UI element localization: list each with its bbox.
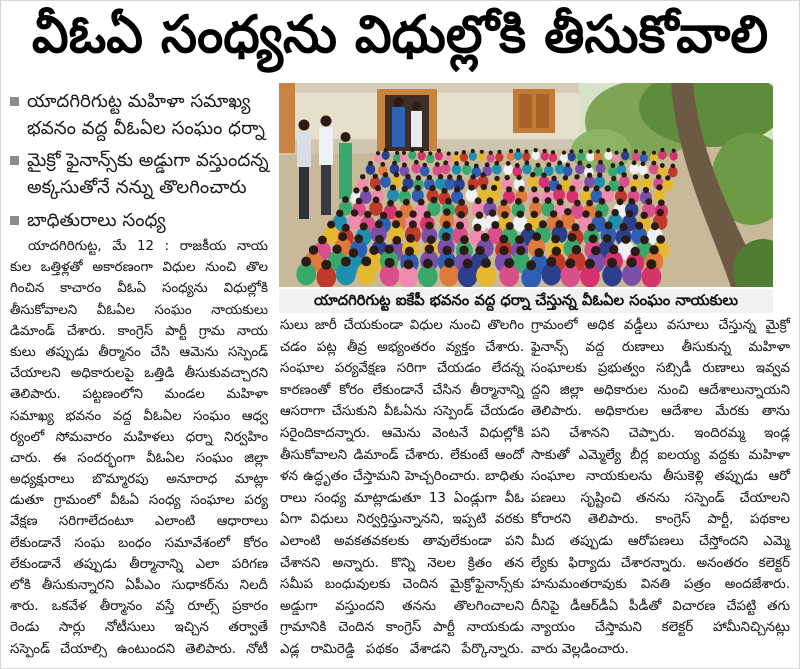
window — [513, 89, 555, 133]
body-text-line: సంఘాలకు ప్రభుత్వం సబ్సిడీ రుణాలు ఇవ్వవ — [531, 361, 790, 377]
highlights-list — [8, 0, 272, 240]
body-text-line: సరైందికాదన్నారు. ఆమెను వెంటనే విధుల్లోకి — [280, 425, 524, 441]
bullet-square-icon — [10, 216, 19, 225]
body-text-line: యాదగిరిగుట్ట, మే 12 : రాజకీయ నాయ — [28, 239, 268, 254]
body-text-line: తెలిపారు. పట్టణంలోని మండల మహిళా — [10, 387, 268, 403]
body-text-line: అడ్డుగా వస్తుందని తనను తొలగించాలని — [280, 598, 524, 614]
body-text-line: గించిన కాచారం వీఓఏ సంధ్యను విధుల్లోకి — [10, 281, 268, 297]
body-text-line: సమాఖ్య భవనం వద్ద వీఓఏల సంఘం ఆధ్వ — [10, 408, 268, 424]
highlight-line: మైక్రో ఫైనాన్స్‌కు అడ్డుగా వస్తుందన్న — [27, 150, 269, 171]
body-text-line: సస్పెండ్ చేయాల్సి ఉంటుందని తెలిపారు. నోటీ — [10, 641, 268, 657]
highlight-text — [27, 207, 272, 234]
body-text-line: దీనిపై డీఆర్‌డీఏ పీడీతో విచారణ చేపట్టి తగు — [531, 598, 790, 614]
pillar — [279, 83, 295, 153]
caption-text: యాదగిరిగుట్ట ఐకేపీ భవనం వద్ద ధర్నా చేస్తున్న వీఓఏల సంఘం నాయకులు — [313, 292, 739, 309]
body-text-line: కోరారని తెలిపారు. కాంగ్రెస్ పార్టీ, పథకాల — [531, 512, 790, 528]
body-column-3 — [531, 315, 790, 661]
body-text-line: కుల ఒత్తిళ్లతో అకారణంగా విధుల నుంచి తొల — [10, 260, 268, 276]
body-text-line: గ్రామానికి చెందిన కాంగ్రెస్ పార్టీ నాయకుడు — [280, 620, 524, 636]
body-text-line: చేశానని అన్నారు. కొన్ని నెలల క్రితం తన — [280, 555, 524, 571]
headline-text: వీఓఏ సంధ్యను విధుల్లోకి తీసుకోవాలి — [31, 5, 769, 65]
body-text-line: సులు జారీ చేయకుండా విధుల నుంచి తొలగిం — [280, 318, 524, 333]
body-text-line: డిమాండ్ చేశారు. కాంగ్రెస్ పార్టీ గ్రామ నాయ — [10, 323, 268, 339]
body-text-line: తెలిపారు. అధికారుల ఆదేశాల మేరకు తాను — [531, 404, 790, 420]
body-text-line: ఎడ్ల రామిరెడ్డి పథకం వేశాడని పేర్కొన్నారు. — [280, 641, 524, 657]
body-text-line: పణలు సృష్టించి తనను సస్పెండ్ చేయాలని — [531, 490, 790, 506]
body-text-line: పని చేశానని చెప్పారు. ఇందిరమ్మ ఇండ్ల — [531, 425, 790, 441]
body-text-line: ళన ఉద్ధృతం చేస్తామని హెచ్చరించారు. బాధితు — [280, 469, 524, 485]
photo-illustration — [279, 83, 773, 287]
highlight-line: బాధితురాలు సంధ్య — [27, 210, 166, 231]
body-text-line: సమీప బంధువులకు చెందిన మైక్రోఫైనాన్స్‌కు — [280, 577, 524, 593]
body-text-line: ఆసరాగా చేసుకుని వీఓఏను సస్పెండ్ చేయడం — [280, 404, 524, 420]
photo-caption — [289, 289, 763, 313]
body-column-2 — [280, 315, 524, 661]
highlight-line: అక్కసుతోనే నన్ను తొలగించారు — [27, 177, 247, 198]
body-text-line: రాలు సంధ్య మాట్లాడుతూ 13 ఏండ్లుగా వీఓ — [280, 490, 524, 506]
body-text-line: సాకుతో ఎమ్మెల్యే బీర్ల ఐలయ్య వద్దకు మహిళా — [531, 447, 790, 463]
highlight-text — [27, 147, 272, 201]
dharna-photo — [279, 83, 773, 287]
bullet-square-icon — [10, 156, 19, 165]
body-text-line: ఫైనాన్స్ వద్ద రుణాలు తీసుకున్న మహిళా — [531, 339, 790, 355]
body-text-line: మీద తప్పుడు ఆరోపణలు చేస్తోందని ఎమ్మె — [531, 533, 790, 549]
body-text-line: ద్దని జిల్లా అధికారుల నుంచి ఆదేశాలున్నాయని — [531, 382, 790, 398]
body-text-line: ఎలాంటి అవకతవకలకు తావులేకుండా పని — [280, 533, 524, 549]
highlight-text — [27, 88, 272, 142]
highlight-line: యాదగిరిగుట్ట మహిళా సమాఖ్య — [27, 91, 251, 112]
body-text-line: ల్యేకు ఫిర్యాదు చేశారన్నారు. అనంతరం కలెక్టర్ — [531, 555, 790, 571]
body-text-line: ర్యంలో సోమవారం మహిళలు ధర్నా నిర్వహిం — [10, 429, 268, 445]
body-text-line: లేకుండానే తప్పుడు తీర్మానాన్ని ఎలా పరిగణ — [10, 556, 268, 572]
body-text-line: చారు. ఈ సందర్భంగా వీఓఏల సంఘం జిల్లా — [10, 450, 268, 466]
body-text-line: న్యాయం చేస్తామని కలెక్టర్ హామీనిచ్చినట్లు — [531, 620, 790, 636]
body-text-line: సంఘాల పర్యవేక్షణ సరిగా చేయడం లేదన్న — [280, 361, 524, 377]
body-text-line: అధ్యక్షురాలు బొమ్మారపు అనూరాధ మాట్లా — [10, 472, 268, 488]
body-text-line: చేయాలని అధికారులపై ఒత్తిడి తీసుకువచ్చారని — [10, 366, 268, 382]
body-text-line: రెండు సార్లు నోటీసులు ఇచ్చిన తర్వాతే — [10, 620, 268, 636]
doorway — [377, 89, 437, 151]
body-text-line: సంఘాల నాయకులను తీసుకెళ్లి తప్పుడు ఆరో — [531, 469, 790, 485]
body-text-line: తీసుకోవాలని వీఓఏల సంఘం నాయకులు — [10, 302, 268, 318]
body-text-line: డుతూ గ్రామంలో వీఓఏ సంధ్య సంఘాల పర్య — [10, 493, 268, 509]
body-text-line: తీసుకోవాలని డిమాండ్ చేశారు. లేకుంటే ఆందో — [280, 447, 524, 463]
body-text-line: గ్రామంలో అధిక వడ్డీలు వసూలు చేస్తున్న మైక్రో — [531, 318, 790, 333]
body-text-line: లోకి తీసుకున్నారని ఏపీఎం సుధాకర్‌ను నిలదీ — [10, 578, 268, 593]
body-text-line: చడం పట్ల తీవ్ర అభ్యంతరం వ్యక్తం చేశారు. — [280, 339, 524, 355]
body-text-line: కులు తప్పుడు తీర్మానం చేసి ఆమెను సస్పెండ్ — [10, 344, 268, 360]
bullet-square-icon — [10, 97, 19, 106]
body-text-line: కారణంతో కోరం లేకుండానే చేసిన తీర్మానాన్ని — [280, 382, 524, 398]
body-text-line: వేక్షణ సరిగాలేదంటూ ఎలాంటి ఆధారాలు — [10, 514, 268, 530]
body-text-line: శారు. ఒకవేళ తీర్మానం వస్తే రూల్స్ ప్రకారం — [10, 599, 268, 615]
body-text-line: లేకుండానే సంఘ బంధం సమావేశంలో కోరం — [10, 535, 268, 551]
body-text-line: హనుమంతరావుకు వినతి పత్రం అందజేశారు. — [531, 577, 790, 593]
highlight-line: భవనం వద్ద వీఓఏల సంఘం ధర్నా — [27, 118, 265, 139]
photo-caption-bar — [279, 289, 773, 313]
body-column-1 — [10, 236, 268, 660]
body-text-line: వారు వెల్లడించారు. — [531, 641, 629, 657]
body-text-line: ఏగా విధులు నిర్వర్తిస్తున్నానని, ఇప్పటి వరకు — [280, 512, 524, 528]
